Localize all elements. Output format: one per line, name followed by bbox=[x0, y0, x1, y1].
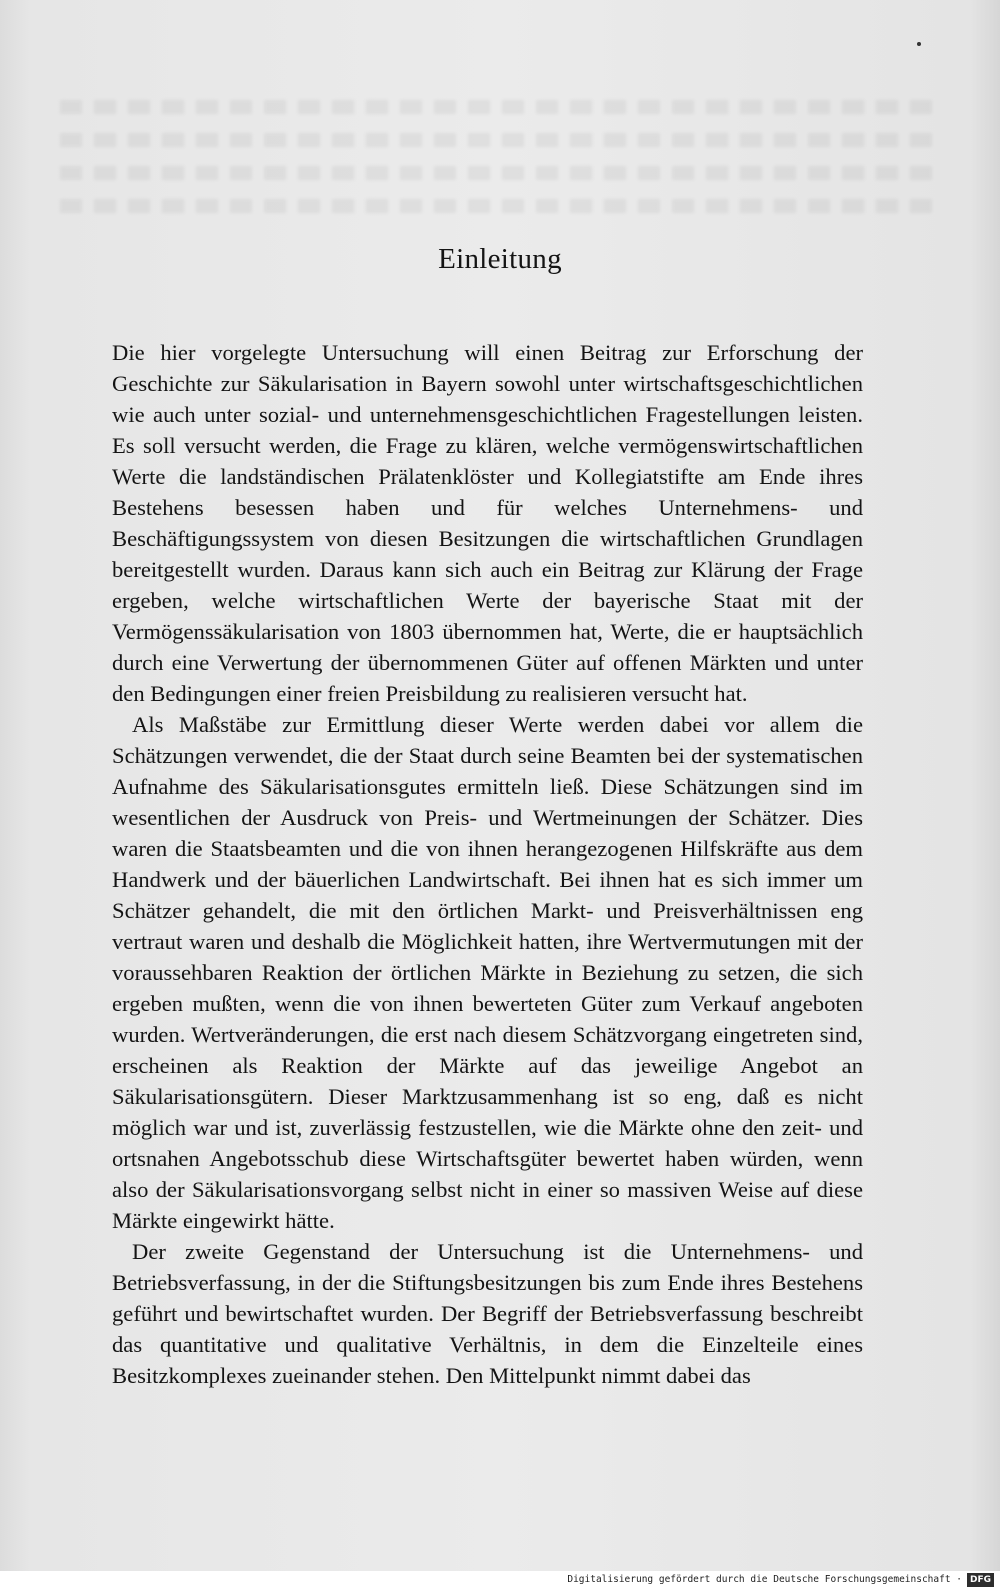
digitization-credit: Digitalisierung gefördert durch die Deutsche Forschungsgemeinschaft · bbox=[567, 1574, 962, 1585]
show-through-line bbox=[60, 199, 940, 213]
dust-speck bbox=[917, 42, 921, 46]
paragraph: Die hier vorgelegte Untersuchung will einen Beitrag zur Erforschung der Geschichte zur Säkularisation in Bayern sowohl unter wirtschaftsgeschichtlichen wie auch unter sozial- und unternehmensgeschichtlichen Fragestellungen leisten. Es soll versucht werden, die Frage zu klären, welche vermögenswirtschaftlichen Werte die landständischen Prälatenklöster und Kollegiatstifte am Ende ihres Bestehens besessen haben und für welches Unternehmens- und Beschäftigungssystem von diesen Besitzungen die wirtschaftlichen Grundlagen bereitgestellt wurden. Daraus kann sich auch ein Beitrag zur Klärung der Frage ergeben, welche wirtschaftlichen Werte der bayerische Staat mit der Vermögenssäkularisation von 1803 übernommen hat, Werte, die er hauptsächlich durch eine Verwertung der übernommenen Güter auf offenen Märkten und unter den Bedingungen einer freien Preisbildung zu realisieren versucht hat. bbox=[112, 340, 863, 706]
chapter-title: Einleitung bbox=[438, 243, 562, 275]
paragraph: Der zweite Gegenstand der Untersuchung ist die Unternehmens- und Betriebsverfassung, in der die Stiftungsbesitzungen bis zum Ende ihres Bestehens geführt und bewirtschaftet wurden. Der Begriff der Betriebsverfassung beschreibt das quantitative und qualitative Verhältnis, in dem die Einzelteile eines Besitzkomplexes zueinander stehen. Den Mittelpunkt nimmt dabei das bbox=[112, 1239, 863, 1388]
show-through-line bbox=[60, 133, 940, 147]
show-through-line bbox=[60, 166, 940, 180]
show-through-line bbox=[60, 100, 940, 114]
body-text bbox=[112, 337, 863, 1391]
paragraph: Als Maßstäbe zur Ermittlung dieser Werte werden dabei vor allem die Schätzungen verwendet, die der Staat durch seine Beamten bei der systematischen Aufnahme des Säkularisationsgutes ermitteln ließ. Diese Schätzungen sind im wesentlichen der Ausdruck von Preis- und Wertmeinungen der Schätzer. Dies waren die Staatsbeamten und die von ihnen herangezogenen Hilfskräfte aus dem Handwerk und der bäuerlichen Landwirtschaft. Bei ihnen hat es sich immer um Schätzer gehandelt, die mit den örtlichen Markt- und Preisverhältnissen eng vertraut waren und deshalb die Möglichkeit hatten, ihre Wertvermutungen mit der voraussehbaren Reaktion der örtlichen Märkte in Beziehung zu setzen, die sich ergeben mußten, wenn die von ihnen bewerteten Güter zum Verkauf angeboten wurden. Wertveränderungen, die erst nach diesem Schätzvorgang eingetreten sind, erscheinen als Reaktion der Märkte auf das jeweilige Angebot an Säkularisationsgütern. Dieser Marktzusammenhang ist so eng, daß es nicht möglich war und ist, zuverlässig festzustellen, wie die Märkte ohne den zeit- und ortsnahen Angebotsschub diese Wirtschaftsgüter bewertet haben würden, wenn also der Säkularisationsvorgang selbst nicht in einer so massiven Weise auf diese Märkte eingewirkt hätte. bbox=[112, 712, 863, 1233]
dfg-logo: DFG bbox=[967, 1573, 994, 1587]
